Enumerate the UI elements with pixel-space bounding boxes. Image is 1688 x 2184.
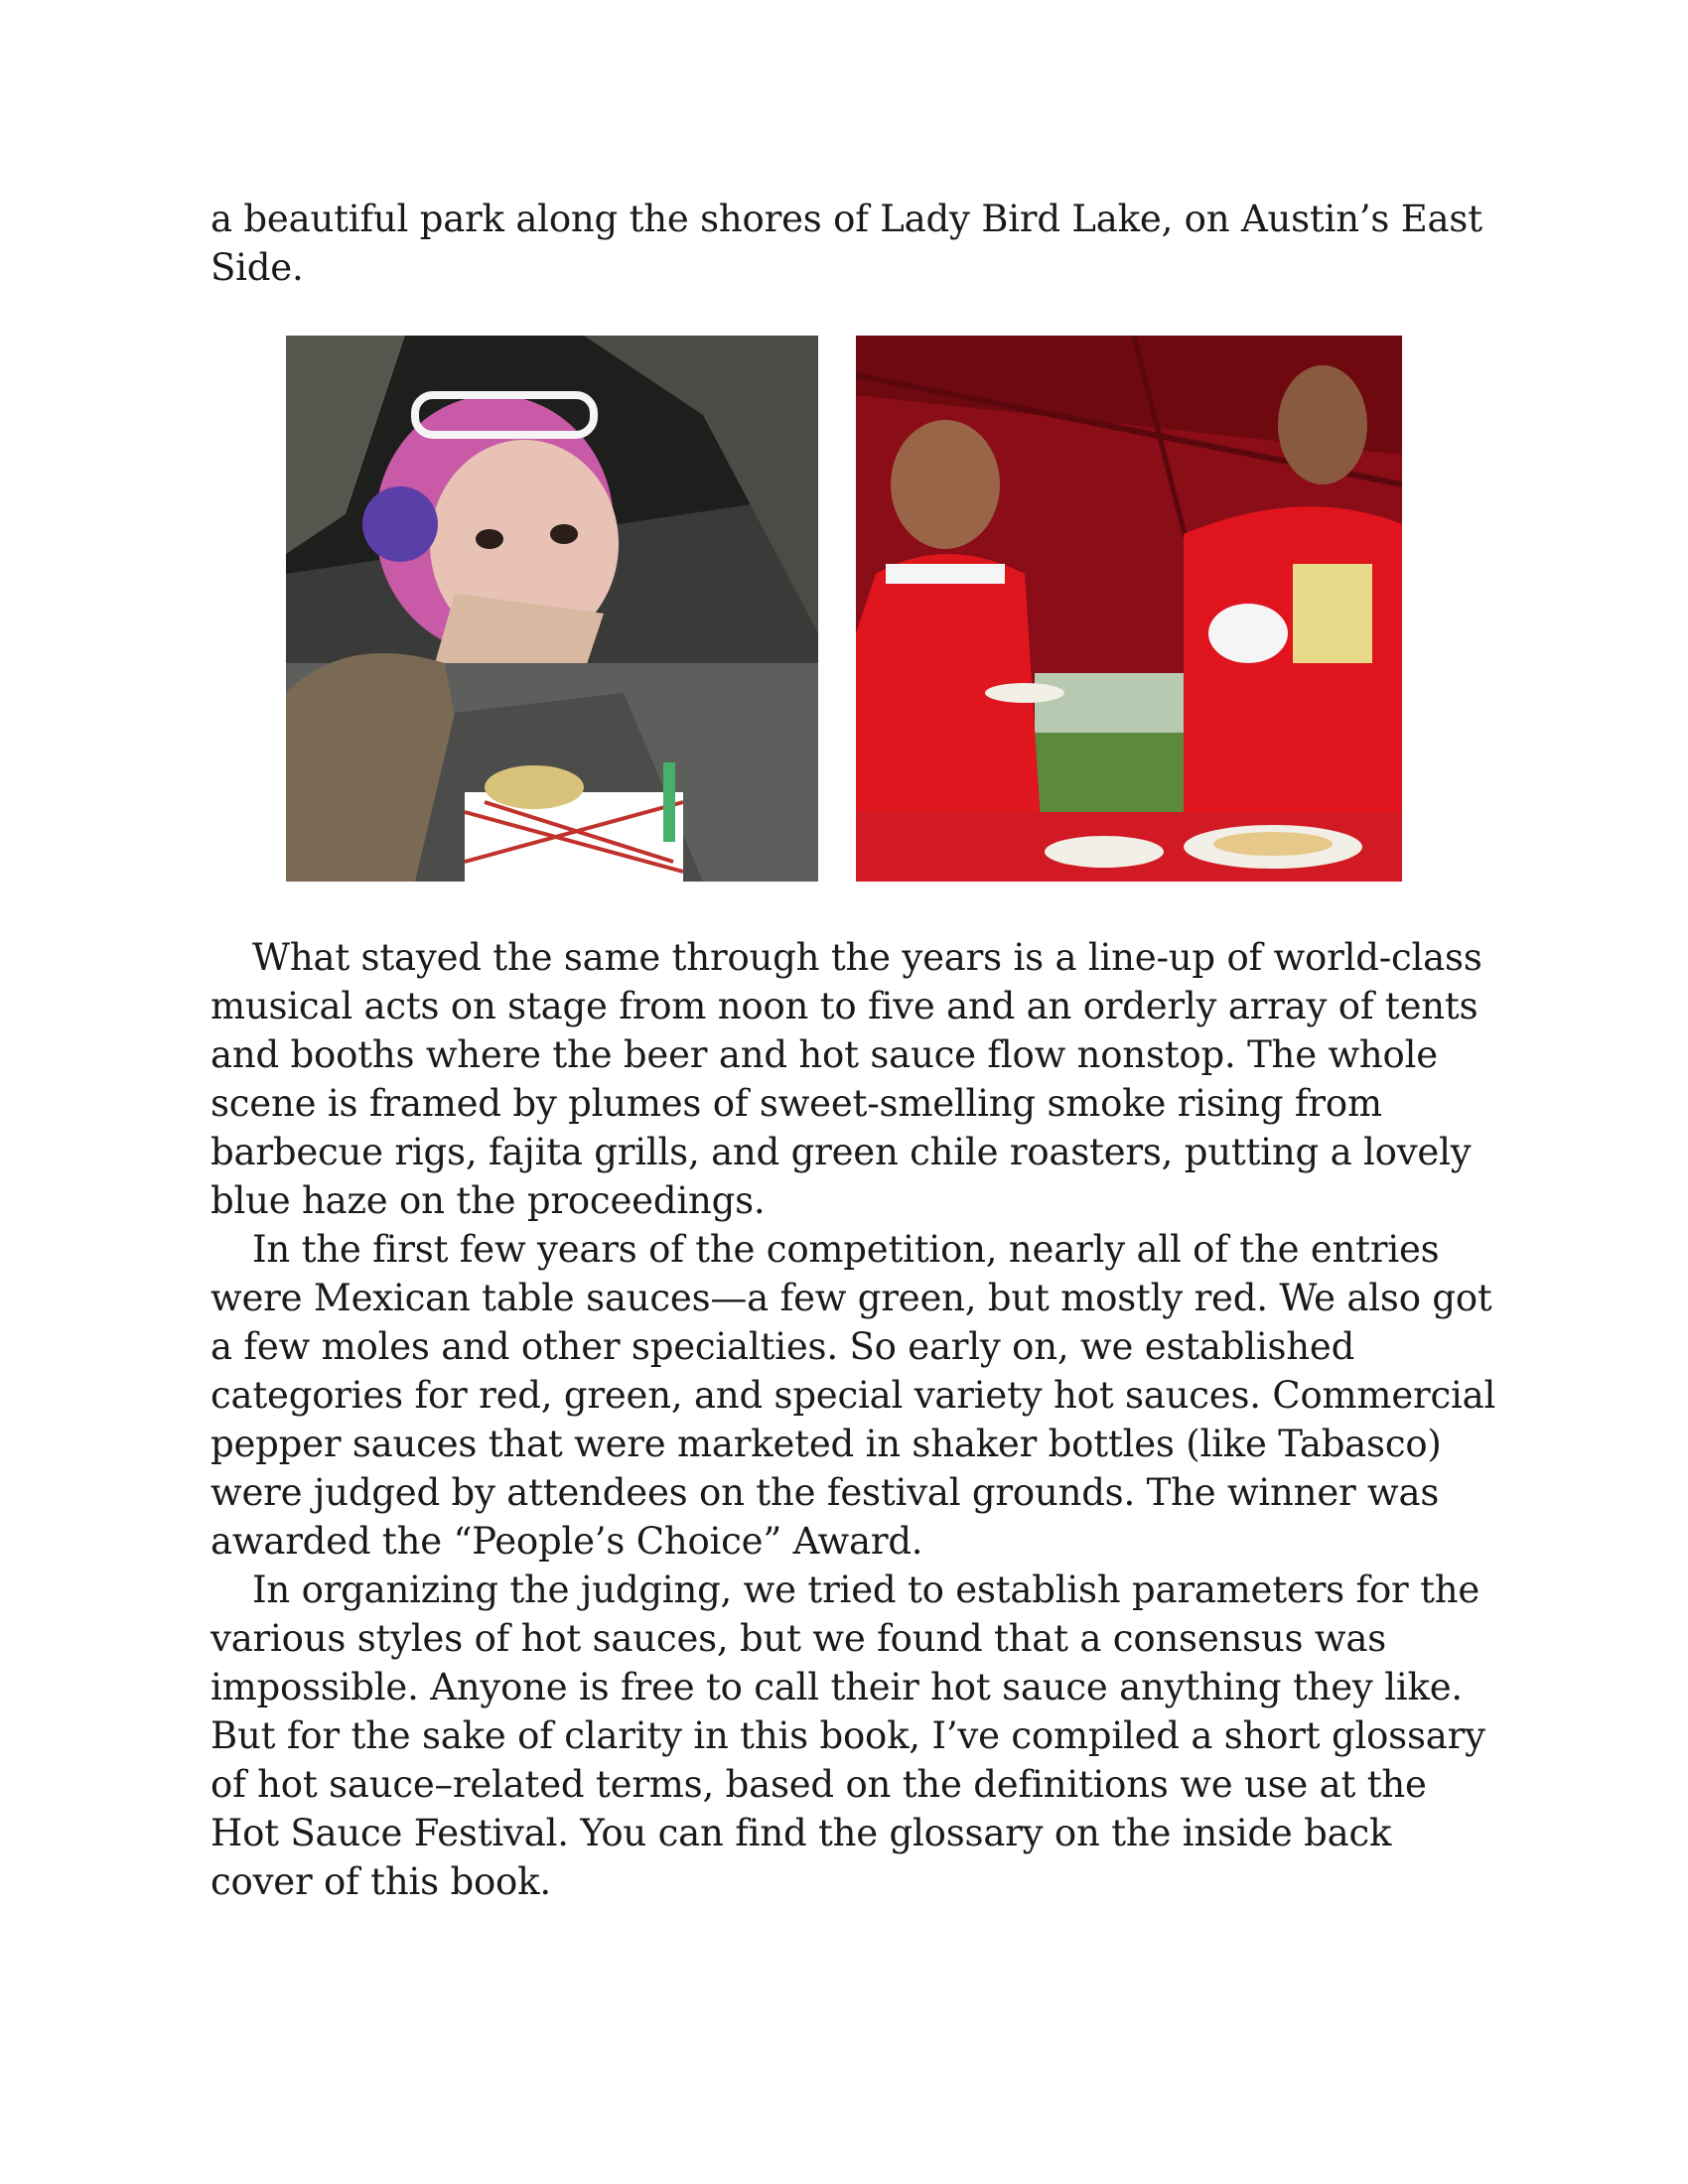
sauce-servers-photo bbox=[856, 336, 1402, 882]
page-top-text bbox=[211, 195, 1491, 292]
body-text bbox=[211, 933, 1501, 1906]
paragraph-judging: In organizing the judging, we tried to establish parameters for the various styles of hot sauces, but we found that a consensus was impossible. Anyone is free to call their hot sauce anything they like. But for the sake of clarity in this book, I’ve compiled a short glossary of hot sauce–related terms, based on the definitions we use at the Hot Sauce Festival. You can find the glossary on the inside back cover of this book. bbox=[211, 1569, 1485, 1903]
woman-eating-photo bbox=[286, 336, 818, 882]
photo-row bbox=[286, 336, 1403, 882]
top-paragraph: a beautiful park along the shores of Lady Bird Lake, on Austin’s East Side. bbox=[211, 198, 1482, 289]
paragraph-festival-scene: What stayed the same through the years is a line-up of world-class musical acts on stage from noon to five and an orderly array of tents and booths where the beer and hot sauce flow nonstop. The whole scene is framed by plumes of sweet-smelling smoke rising from barbecue rigs, fajita grills, and green chile roasters, putting a lovely blue haze on the proceedings. bbox=[211, 936, 1482, 1222]
paragraph-early-entries: In the first few years of the competition, nearly all of the entries were Mexican table sauces—a few green, but mostly red. We also got a few moles and other specialties. So early on, we established categories for red, green, and special variety hot sauces. Commercial pepper sauces that were marketed in shaker bottles (like Tabasco) were judged by attendees on the festival grounds. The winner was awarded the “People’s Choice” Award. bbox=[211, 1228, 1496, 1563]
